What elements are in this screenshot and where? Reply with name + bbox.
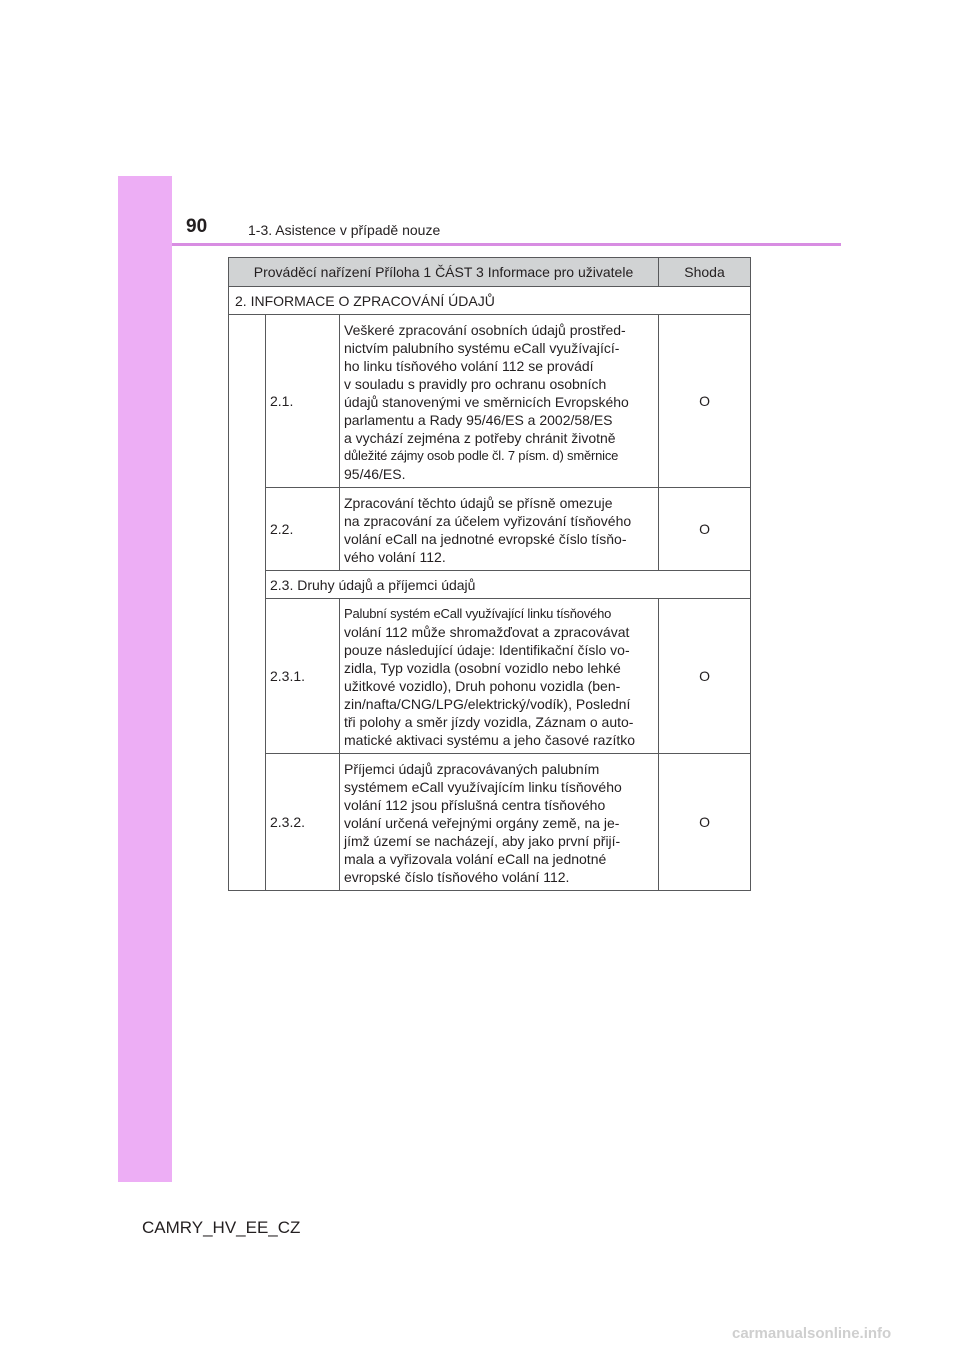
text-line: důležité zájmy osob podle čl. 7 písm. d) směrnice (344, 448, 619, 463)
text-line: na zpracování za účelem vyřizování tísňového (344, 513, 632, 529)
section-2-3-row (229, 571, 751, 599)
text-line: volání eCall na jednotné evropské číslo tísňo- (344, 531, 627, 547)
text-line: Veškeré zpracování osobních údajů prostřed- (344, 322, 626, 338)
text-line: jímž území se nacházejí, aby jako první přijí- (344, 833, 621, 849)
watermark[interactable]: carmanualsonline.info (732, 1325, 892, 1342)
text-line: evropské číslo tísňového volání 112. (344, 869, 570, 885)
text-line: volání určená veřejnými orgány země, na je- (344, 815, 620, 831)
section-title: 1-3. Asistence v případě nouze (248, 222, 441, 238)
section-2-3-heading: 2.3. Druhy údajů a příjemci údajů (266, 571, 751, 599)
header-rule (172, 243, 841, 246)
row-number: 2.3.2. (266, 754, 340, 891)
text-line: Příjemci údajů zpracovávaných palubním (344, 761, 600, 777)
table-row (229, 599, 751, 754)
text-line: pouze následující údaje: Identifikační číslo vo- (344, 642, 630, 658)
row-text (340, 599, 659, 754)
text-line: 95/46/ES. (344, 466, 406, 482)
text-line: matické aktivaci systému a jeho časové razítko (344, 732, 636, 748)
row-number: 2.1. (266, 315, 340, 488)
row-text (340, 488, 659, 571)
text-line: zin/nafta/CNG/LPG/elektrický/vodík), Poslední (344, 696, 631, 712)
document-code: CAMRY_HV_EE_CZ (142, 1218, 301, 1237)
table-row (229, 315, 751, 488)
indent-cell (229, 315, 266, 891)
text-line: Palubní systém eCall využívající linku tísňového (344, 606, 612, 621)
regulation-header: Prováděcí nařízení Příloha 1 ČÁST 3 Informace pro uživatele (229, 258, 659, 287)
ecall-information-table (228, 257, 751, 891)
row-text (340, 315, 659, 488)
text-line: volání 112 jsou příslušná centra tísňového (344, 797, 606, 813)
text-line: tři polohy a směr jízdy vozidla, Záznam o auto- (344, 714, 634, 730)
table-header-row (229, 258, 751, 287)
text-line: vého volání 112. (344, 549, 446, 565)
text-line: v souladu s pravidly pro ochranu osobních (344, 376, 607, 392)
text-line: parlamentu a Rady 95/46/ES a 2002/58/ES (344, 412, 613, 428)
compliance-mark: O (659, 754, 751, 891)
compliance-header: Shoda (659, 258, 751, 287)
row-number: 2.2. (266, 488, 340, 571)
text-line: a vychází zejména z potřeby chránit životně (344, 430, 616, 446)
row-text (340, 754, 659, 891)
text-line: Zpracování těchto údajů se přísně omezuje (344, 495, 613, 511)
compliance-mark: O (659, 599, 751, 754)
text-line: mala a vyřizovala volání eCall na jednotné (344, 851, 607, 867)
text-line: užitkové vozidlo), Druh pohonu vozidla (ben- (344, 678, 621, 694)
text-line: zidla, Typ vozidla (osobní vozidlo nebo lehké (344, 660, 621, 676)
section-2-heading: 2. INFORMACE O ZPRACOVÁNÍ ÚDAJŮ (229, 287, 751, 315)
table-row (229, 488, 751, 571)
compliance-mark: O (659, 488, 751, 571)
text-line: nictvím palubního systému eCall využívající- (344, 340, 620, 356)
text-line: systémem eCall využívajícím linku tísňového (344, 779, 622, 795)
text-line: volání 112 může shromažďovat a zpracovávat (344, 624, 630, 640)
compliance-mark: O (659, 315, 751, 488)
row-number: 2.3.1. (266, 599, 340, 754)
side-color-band (118, 176, 172, 1182)
table-row (229, 754, 751, 891)
page-number: 90 (186, 216, 208, 237)
text-line: údajů stanovenými ve směrnicích Evropského (344, 394, 629, 410)
section-2-row (229, 287, 751, 315)
text-line: ho linku tísňového volání 112 se provádí (344, 358, 594, 374)
